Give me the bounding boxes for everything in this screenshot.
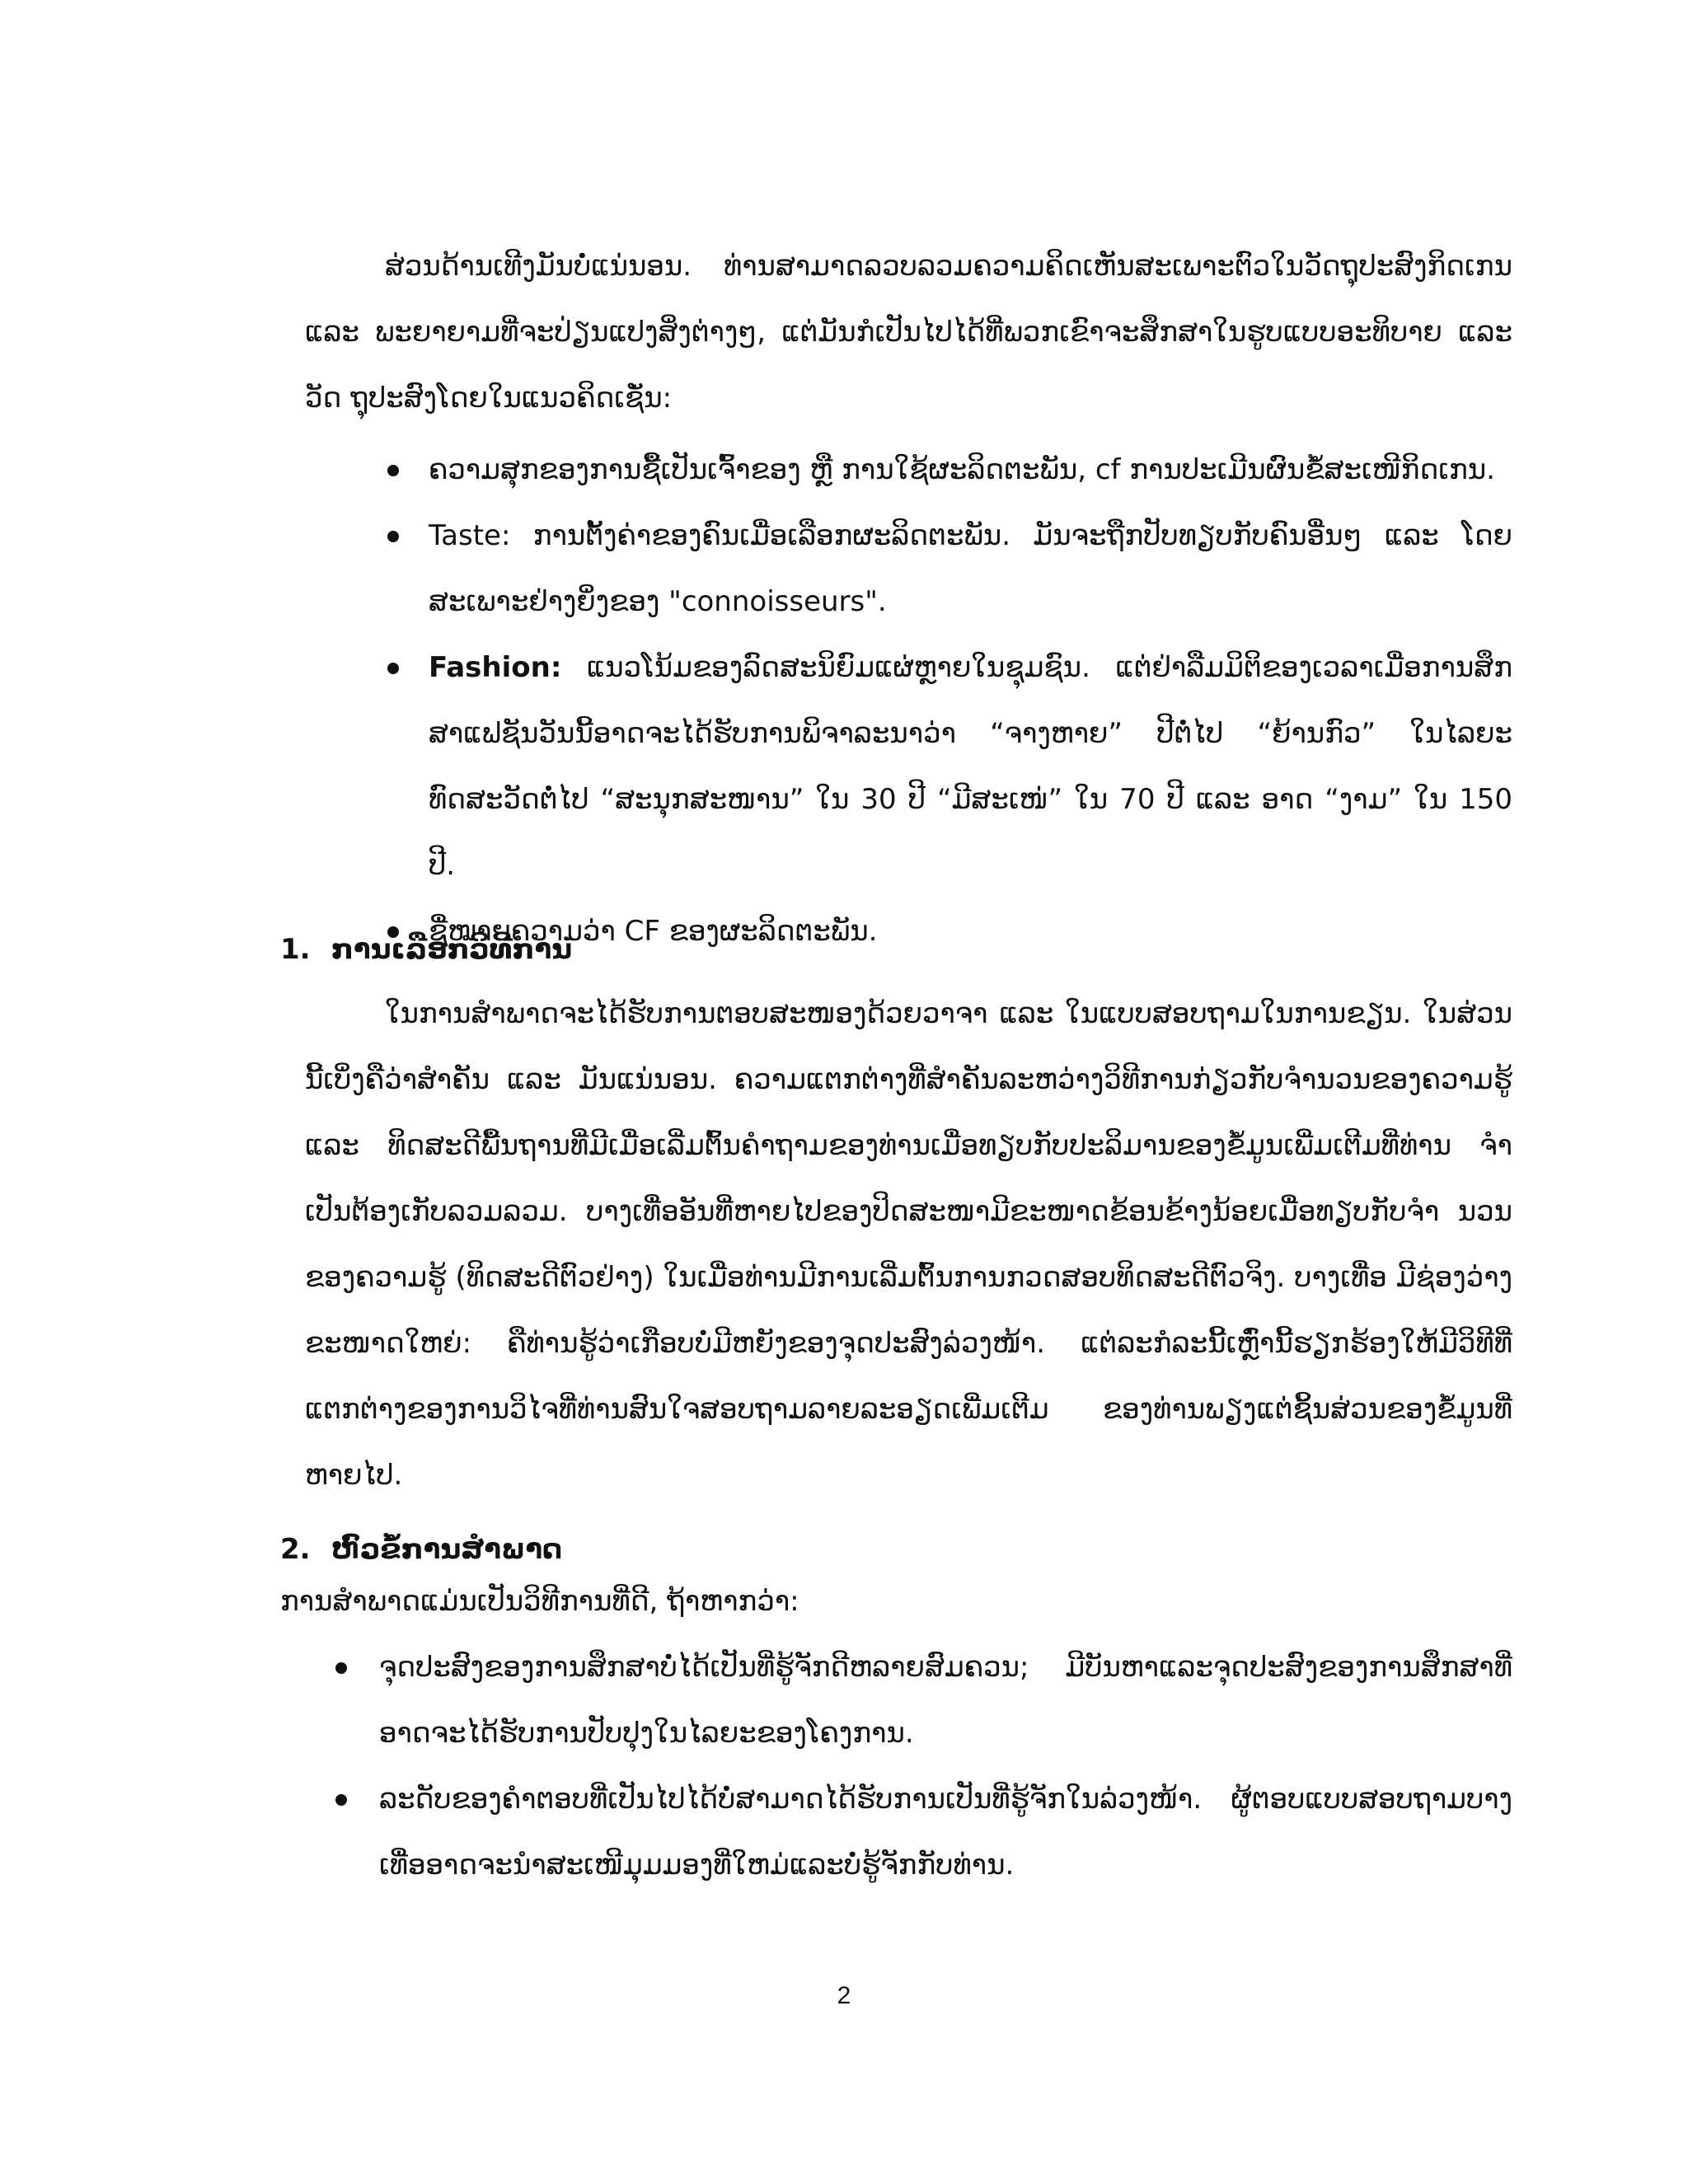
section-1-heading	[280, 916, 572, 982]
list-item	[305, 437, 1512, 503]
bullet-icon	[335, 1662, 347, 1674]
list-item	[305, 1766, 1512, 1898]
list-item	[305, 1634, 1512, 1766]
list-item	[305, 503, 1512, 635]
intro-paragraph: ສ່ວນດ້ານເທີງມັນບໍ່ແນ່ນອນ. ທ່ານສາມາດລວບລວມຄວາມຄິດເຫັນສະເພາະຕົວໃນວັດຖຸປະສົງກິດເກນ ແລະ ພະຍາຍາມທີ່ຈະປ່ຽນແປງສິ່ງຕ່າງໆ, ແຕ່ມັນກໍເປັນໄປໄດ້ທີ່ພວກເຂົາຈະສຶກສາໃນຮູບແບບອະທິບາຍ ແລະ ວັດ ຖຸປະສົງໂດຍໃນແນວຄິດເຊັ່ນ:	[305, 250, 1512, 415]
section-2-bullet-list	[305, 1634, 1512, 1898]
section-title: ຫົວຂໍ້ການສໍາພາດ	[331, 1533, 563, 1566]
bullet-icon	[387, 663, 399, 674]
list-item-text: ລະດັບຂອງຄໍາຕອບທີ່ເປັນໄປໄດ້ບໍ່ສາມາດໄດ້ຮັບການເປັນທີ່ຮູ້ຈັກໃນລ່ວງໜ້າ. ຜູ້ຕອບແບບສອບຖາມບາງເທື່ອອາດຈະນໍາສະເໜີມຸມມອງທີ່ໃຫມ່ແລະບໍ່ຮູ້ຈັກກັບທ່ານ.	[379, 1783, 1512, 1882]
section-title: ການເລືອກວິທີການ	[331, 933, 573, 966]
section-1-body	[305, 981, 1512, 1508]
list-item	[305, 635, 1512, 898]
section-2-intro: ການສໍາພາດແມ່ນເປັນວິທີການທີ່ດີ, ຖ້າຫາກວ່າ:	[280, 1585, 799, 1618]
section-1-paragraph: ໃນການສໍາພາດຈະໄດ້ຮັບການຕອບສະໜອງດ້ວຍວາຈາ ແລະ ໃນແບບສອບຖາມໃນການຂຽນ. ໃນສ່ວນນີ້ເບິ່ງຄືວ່າສໍາຄັນ ແລະ ມັນແນ່ນອນ. ຄວາມແຕກຕ່າງທີ່ສໍາຄັນລະຫວ່າງວິທີການກ່ຽວກັບຈໍານວນຂອງຄວາມຮູ້ແລະ ທິດສະດີພື້ນຖານທີ່ມີເມື່ອເລີ່ມຕົ້ນຄໍາຖາມຂອງທ່ານເມື່ອທຽບກັບປະລິມານຂອງຂໍ້ມູນເພີ່ມເຕີມທີ່ທ່ານ ຈໍາເປັນຕ້ອງເກັບລວມລວມ. ບາງເທື່ອອັນທີ່ຫາຍໄປຂອງປິດສະໜາມີຂະໜາດຂ້ອນຂ້າງນ້ອຍເມື່ອທຽບກັບຈໍາ ນວນຂອງຄວາມຮູ້ (ທິດສະດີຕົວຢ່າງ) ໃນເມື່ອທ່ານມີການເລີ່ມຕົ້ນການກວດສອບທິດສະດີຕົວຈິງ. ບາງເທື່ອ ມີຊ່ອງວ່າງຂະໜາດໃຫຍ່: ຄືທ່ານຮູ້ວ່າເກືອບບໍ່ມີຫຍັງຂອງຈຸດປະສົງລ່ວງໜ້າ. ແຕ່ລະກໍລະນີ້ເຫຼົ່ານີ້ຮຽກຮ້ອງໃຫ້ມີວິທີທີ່ແຕກຕ່າງຂອງການວິໄຈທີ່ທ່ານສົນໃຈສອບຖາມລາຍລະອຽດເພີ່ມເຕີມ ຂອງທ່ານພຽງແຕ່ຊິ້ນສ່ວນຂອງຂໍ້ມູນທີ່ຫາຍໄປ.	[305, 997, 1512, 1492]
intro-bullet-list	[305, 437, 1512, 964]
list-item-text: ຄວາມສຸກຂອງການຊື້ເປັນເຈົ້າຂອງ ຫຼື ການໃຊ້ຜະລິດຕະພັນ, cf ການປະເມີນຜົນຂໍ້ສະເໜີກິດເກນ.	[429, 453, 1495, 486]
page-number: 2	[837, 1982, 851, 2009]
section-2-bullet-list-container	[305, 1634, 1512, 1898]
list-item-text: ຊື່ໝາຍຄວາມວ່າ CF ຂອງຜະລິດຕະພັນ.	[429, 915, 878, 948]
bullet-icon	[335, 1794, 347, 1806]
section-2-intro-container	[280, 1568, 1512, 1634]
section-number: 2.	[280, 1533, 311, 1566]
intro-bullet-list-container	[305, 437, 1512, 964]
list-item-term: Fashion:	[429, 651, 562, 684]
bullet-icon	[387, 531, 399, 542]
section-number: 1.	[280, 933, 311, 966]
intro-section	[305, 233, 1512, 431]
list-item-text: ຈຸດປະສົງຂອງການສຶກສາບໍ່ໄດ້ເປັນທີ່ຮູ້ຈັກດີຫລາຍສົມຄວນ; ມີບັນຫາແລະຈຸດປະສົງຂອງການສຶກສາທີ່ອາດຈະໄດ້ຮັບການປັບປຸງໃນໄລຍະຂອງໂຄງການ.	[379, 1651, 1512, 1750]
list-item-text: Taste: ການຕັ້ງຄ່າຂອງຄົນເມື່ອເລືອກຜະລິດຕະພັນ. ມັນຈະຖືກປັບທຽບກັບຄົນອື່ນໆ ແລະ ໂດຍສະເພາະຢ່າງຍິ່ງຂອງ "connoisseurs".	[429, 519, 1512, 618]
bullet-icon	[387, 465, 399, 476]
list-item-text: ແນວໂນ້ມຂອງລົດສະນິຍົມແຜ່ຫຼາຍໃນຊຸມຊົນ. ແຕ່ຢ່າລືມມິຕິຂອງເວລາເມື່ອການສຶກສາແຟຊັນວັນນີ້ອາດຈະໄດ້ຮັບການພິຈາລະນາວ່າ “ຈາງຫາຍ” ປີຕໍ່ໄປ “ຍ້ານກົວ” ໃນໄລຍະທົດສະວັດຕໍ່ໄປ “ສະນຸກສະໜານ” ໃນ 30 ປີ “ມີສະເໜ່” ໃນ 70 ປີ ແລະ ອາດ “ງາມ” ໃນ 150 ປີ.	[429, 651, 1512, 882]
